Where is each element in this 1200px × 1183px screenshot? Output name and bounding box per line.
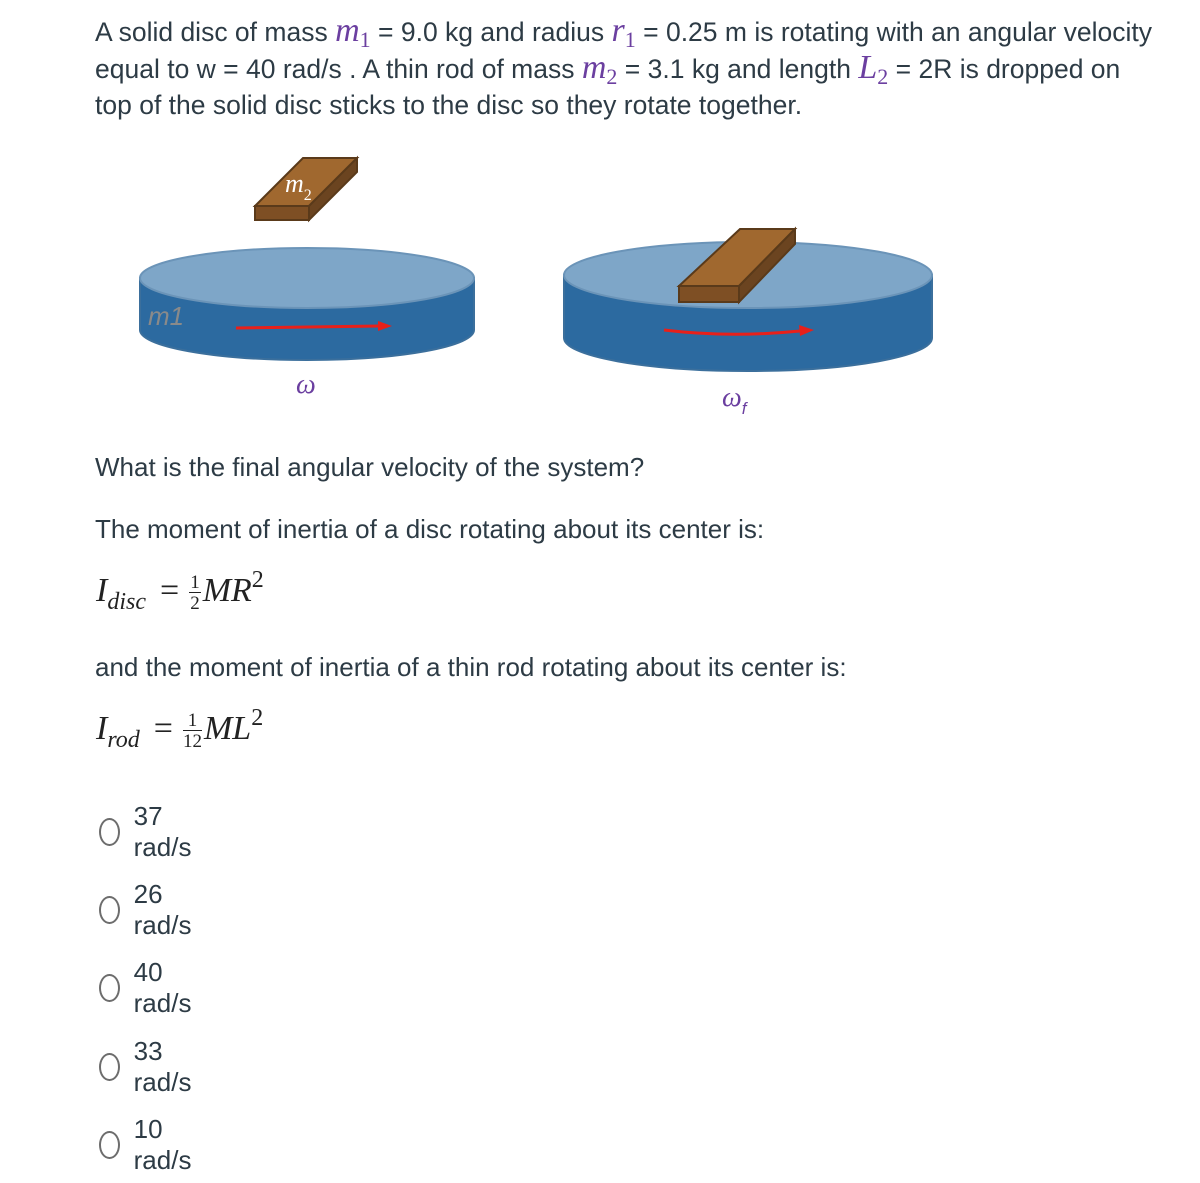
answer-option-1[interactable] xyxy=(99,801,199,862)
omega-initial-label: ω xyxy=(296,369,316,400)
var-r1: r1 xyxy=(611,12,636,52)
var-m1: m1 xyxy=(335,12,371,52)
disc-label: m1 xyxy=(148,301,185,331)
var-L2: L2 xyxy=(858,49,889,89)
radio-button[interactable] xyxy=(99,974,120,1002)
problem-text-5: = 2R is dropped on top of the solid disc sticks to the disc so they rotate together. xyxy=(95,54,1121,120)
initial-disc-top xyxy=(140,248,474,308)
problem-text-1: A solid disc of mass xyxy=(95,17,336,47)
radio-button[interactable] xyxy=(99,896,120,924)
disc-rod-figure xyxy=(120,140,960,430)
disc-inertia-formula: Idisc = $\frac{1}{2}$ MR2 xyxy=(96,567,264,615)
omega-final-label: $\omega_f$ xyxy=(722,382,747,418)
answer-option-5[interactable] xyxy=(99,1114,199,1175)
initial-disc xyxy=(140,248,474,360)
answer-label: 40 rad/s xyxy=(133,957,192,1018)
disc-inertia-intro: The moment of inertia of a disc rotating about its center is: xyxy=(95,514,765,544)
answer-option-3[interactable] xyxy=(99,957,199,1018)
radio-button[interactable] xyxy=(99,818,120,846)
radio-button[interactable] xyxy=(99,1131,120,1159)
problem-text-4: = 3.1 kg and length xyxy=(617,54,859,84)
rod-inertia-formula: Irod = $\frac{1}{12}$ ML2 xyxy=(96,705,264,753)
answer-label: 10 rad/s xyxy=(133,1114,192,1175)
answer-option-4[interactable] xyxy=(99,1036,199,1097)
problem-statement xyxy=(95,14,1155,122)
problem-text-3: = 0.25 m is rotating with an angular velocity equal to w = 40 rad/s . A thin rod of mass xyxy=(95,17,1153,84)
answer-label: 33 rad/s xyxy=(133,1036,192,1097)
question-text: What is the final angular velocity of the system? xyxy=(95,452,645,482)
radio-button[interactable] xyxy=(99,1053,120,1081)
answer-label: 37 rad/s xyxy=(133,801,192,862)
rod-inertia-intro: and the moment of inertia of a thin rod rotating about its center is: xyxy=(95,652,847,682)
answer-option-2[interactable] xyxy=(99,879,199,940)
var-m2: m2 xyxy=(581,49,618,89)
answer-label: 26 rad/s xyxy=(133,879,192,940)
problem-text-2: = 9.0 kg and radius xyxy=(370,17,612,47)
rod-label: $m_2$ xyxy=(285,169,312,204)
